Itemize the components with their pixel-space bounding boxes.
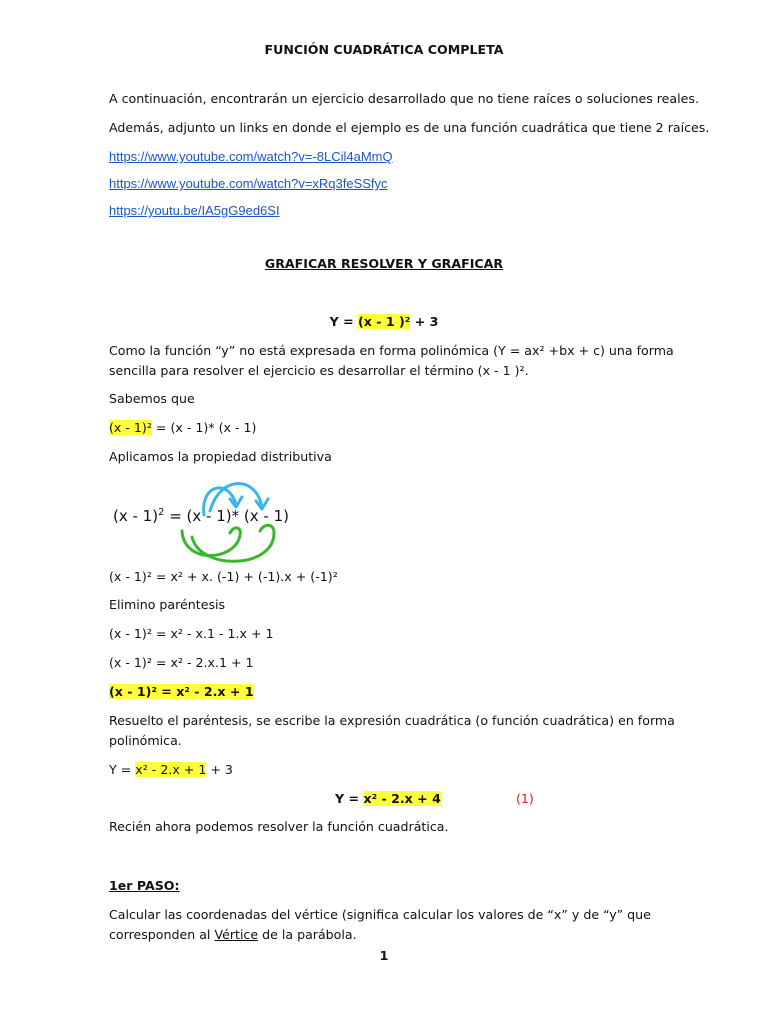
aplicamos-text: Aplicamos la propiedad distributiva <box>109 449 332 464</box>
equation-sabemos: (x - 1)² = (x - 1)* (x - 1) <box>109 420 257 435</box>
elimino-text: Elimino paréntesis <box>109 597 226 612</box>
highlighted-term: (x - 1)² = x² - 2.x + 1 <box>109 684 254 699</box>
green-arrow-1 <box>182 528 240 556</box>
underlined-vertice: Vértice <box>214 927 259 942</box>
section-heading: GRAFICAR RESOLVER Y GRAFICAR <box>264 256 504 271</box>
intro-line-1: A continuación, encontrarán un ejercicio desarrollado que no tiene raíces o soluciones reales. <box>109 91 699 106</box>
youtube-link-2[interactable]: https://www.youtube.com/watch?v=xRq3feSSfyc <box>109 176 388 191</box>
highlighted-term: x² - 2.x + 4 <box>363 791 441 806</box>
paragraph-calcular: Calcular las coordenadas del vértice (significa calcular los valores de “x” y de “y” que corresponden al Vértice de la parábola. <box>109 907 651 942</box>
intro-line-2: Además, adjunto un links en donde el ejemplo es de una función cuadrática que tiene 2 raíces. <box>109 120 710 135</box>
sabemos-text: Sabemos que <box>109 391 195 406</box>
equation-step-2: (x - 1)² = x² - 2.x.1 + 1 <box>109 655 254 670</box>
page-number: 1 <box>379 948 389 963</box>
highlighted-term: (x - 1 )² <box>358 314 411 329</box>
equation-step-3 <box>109 682 254 702</box>
distributive-arrows-drawing <box>170 475 290 575</box>
paragraph-resuelto: Resuelto el paréntesis, se escribe la expresión cuadrática (o función cuadrática) en forma polinómica. <box>109 713 675 748</box>
equation-number: (1) <box>516 791 534 806</box>
highlighted-term: x² - 2.x + 1 <box>135 762 207 777</box>
equation-y-2: Y = x² - 2.x + 4 <box>335 791 441 806</box>
equation-expand: (x - 1)² = x² + x. (-1) + (-1).x + (-1)² <box>109 569 338 584</box>
youtube-link-1[interactable]: https://www.youtube.com/watch?v=-8LCil4aMmQ <box>109 149 393 164</box>
step-heading: 1er PASO: <box>109 878 180 893</box>
distributive-equation: (x - 1)$^2$ = (x - 1)* (x - 1) <box>113 507 289 525</box>
highlighted-term: (x - 1)² <box>109 420 152 435</box>
recien-text: Recién ahora podemos resolver la función cuadrática. <box>109 819 449 834</box>
document-title: FUNCIÓN CUADRÁTICA COMPLETA <box>264 42 504 57</box>
equation-step-1: (x - 1)² = x² - x.1 - 1.x + 1 <box>109 626 274 641</box>
main-equation: Y = (x - 1 )² + 3 <box>329 314 439 329</box>
equation-y-1: Y = x² - 2.x + 1 + 3 <box>109 762 233 777</box>
paragraph-polynomial-form: Como la función “y” no está expresada en forma polinómica (Y = ax² +bx + c) una forma sencilla para resolver el ejercicio es desarrollar el término (x - 1 )². <box>109 343 674 378</box>
youtube-link-3[interactable]: https://youtu.be/IA5gG9ed6SI <box>109 203 280 218</box>
